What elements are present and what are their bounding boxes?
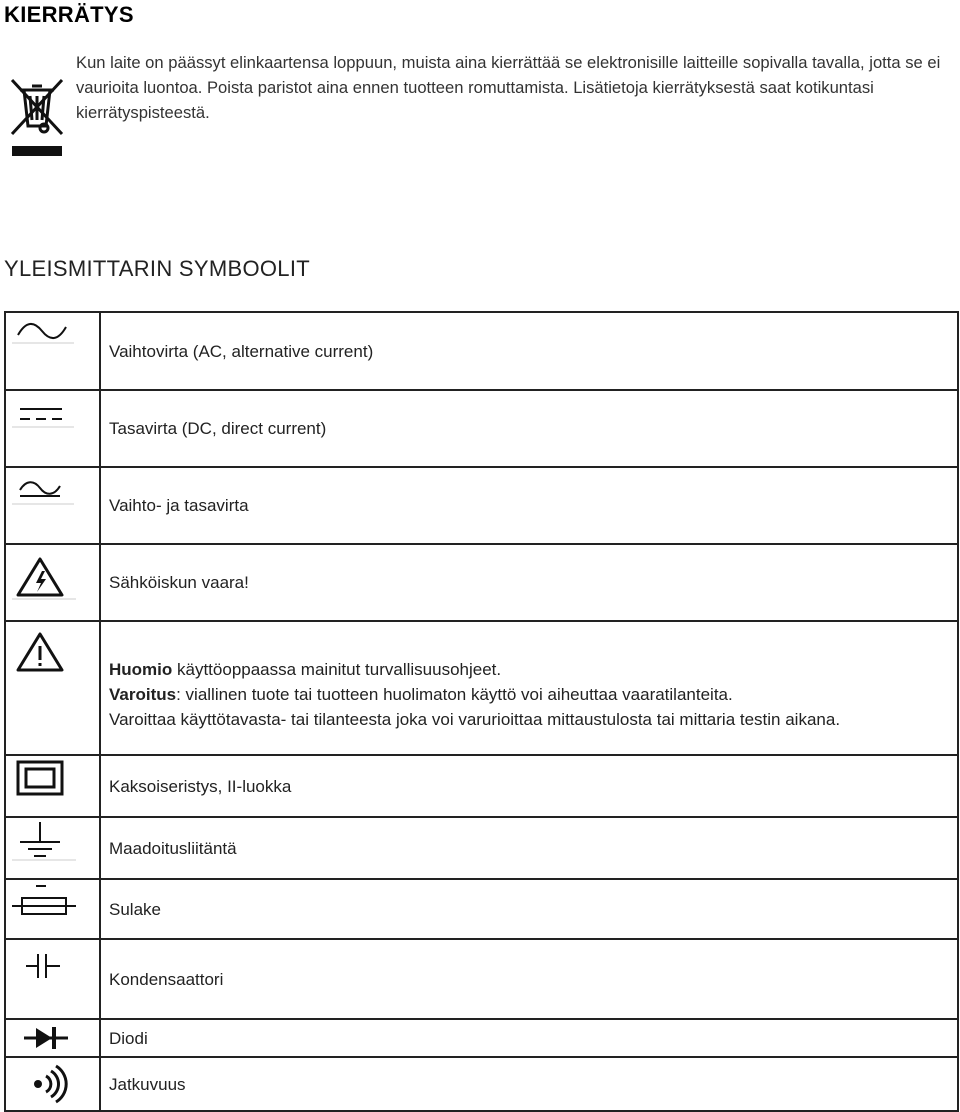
caution-text: käyttöoppaassa mainitut turvallisuusohjeet. [172,659,502,679]
table-row [5,817,958,879]
ground-icon [6,818,99,864]
symbol-description: Vaihto- ja tasavirta [100,467,958,544]
caution-line [109,645,949,682]
table-row [5,390,958,467]
table-row [5,467,958,544]
continuity-icon [6,1058,99,1104]
table-row [5,312,958,390]
warning-label: Varoitus [109,684,177,704]
table-row [5,879,958,939]
symbol-description: Maadoitusliitäntä [100,817,958,879]
symbol-description: Sulake [100,879,958,939]
high-voltage-warning-icon [6,545,99,605]
caution-icon [6,622,99,682]
extra-text: Varoittaa käyttötavasta- tai tilanteesta joka voi varurioittaa mittaustulosta tai mittaria testin aikana. [109,709,841,729]
recycling-text: Kun laite on päässyt elinkaartensa loppuun, muista aina kierrättää se elektronisille laitteille sopivalla tavalla, jotta se ei vaurioita luontoa. Poista paristot aina ennen tuotteen romuttamista. Lisätietoja kierrätyksestä saat kotikuntasi kierrätyspisteestä. [76,53,941,122]
table-row [5,621,958,755]
warning-line [109,682,949,707]
table-row [5,1019,958,1057]
symbol-description: Tasavirta (DC, direct current) [100,390,958,467]
crossed-out-wheelie-bin-icon [8,76,66,160]
diode-icon [6,1020,99,1056]
table-row [5,1057,958,1111]
fuse-icon [6,880,99,926]
double-insulation-icon [6,756,99,802]
symbol-description: Jatkuvuus [100,1057,958,1111]
ac-sine-icon [6,313,99,353]
symbol-description: Kaksoiseristys, II-luokka [100,755,958,817]
dc-icon [6,391,99,431]
capacitor-icon [6,940,99,990]
table-row [5,939,958,1019]
table-row [5,544,958,621]
symbol-description: Sähköiskun vaara! [100,544,958,621]
symbols-table [4,311,959,1112]
ac-dc-icon [6,468,99,508]
symbol-description: Kondensaattori [100,939,958,1019]
symbol-description: Vaihtovirta (AC, alternative current) [100,312,958,390]
symbols-title: YLEISMITTARIN SYMBOOLIT [4,256,310,281]
table-row [5,755,958,817]
caution-label: Huomio [109,659,173,679]
recycling-title: KIERRÄTYS [4,2,134,27]
warning-text: : viallinen tuote tai tuotteen huolimaton käyttö voi aiheuttaa vaaratilanteita. [176,684,733,704]
symbol-description: Diodi [100,1019,958,1057]
